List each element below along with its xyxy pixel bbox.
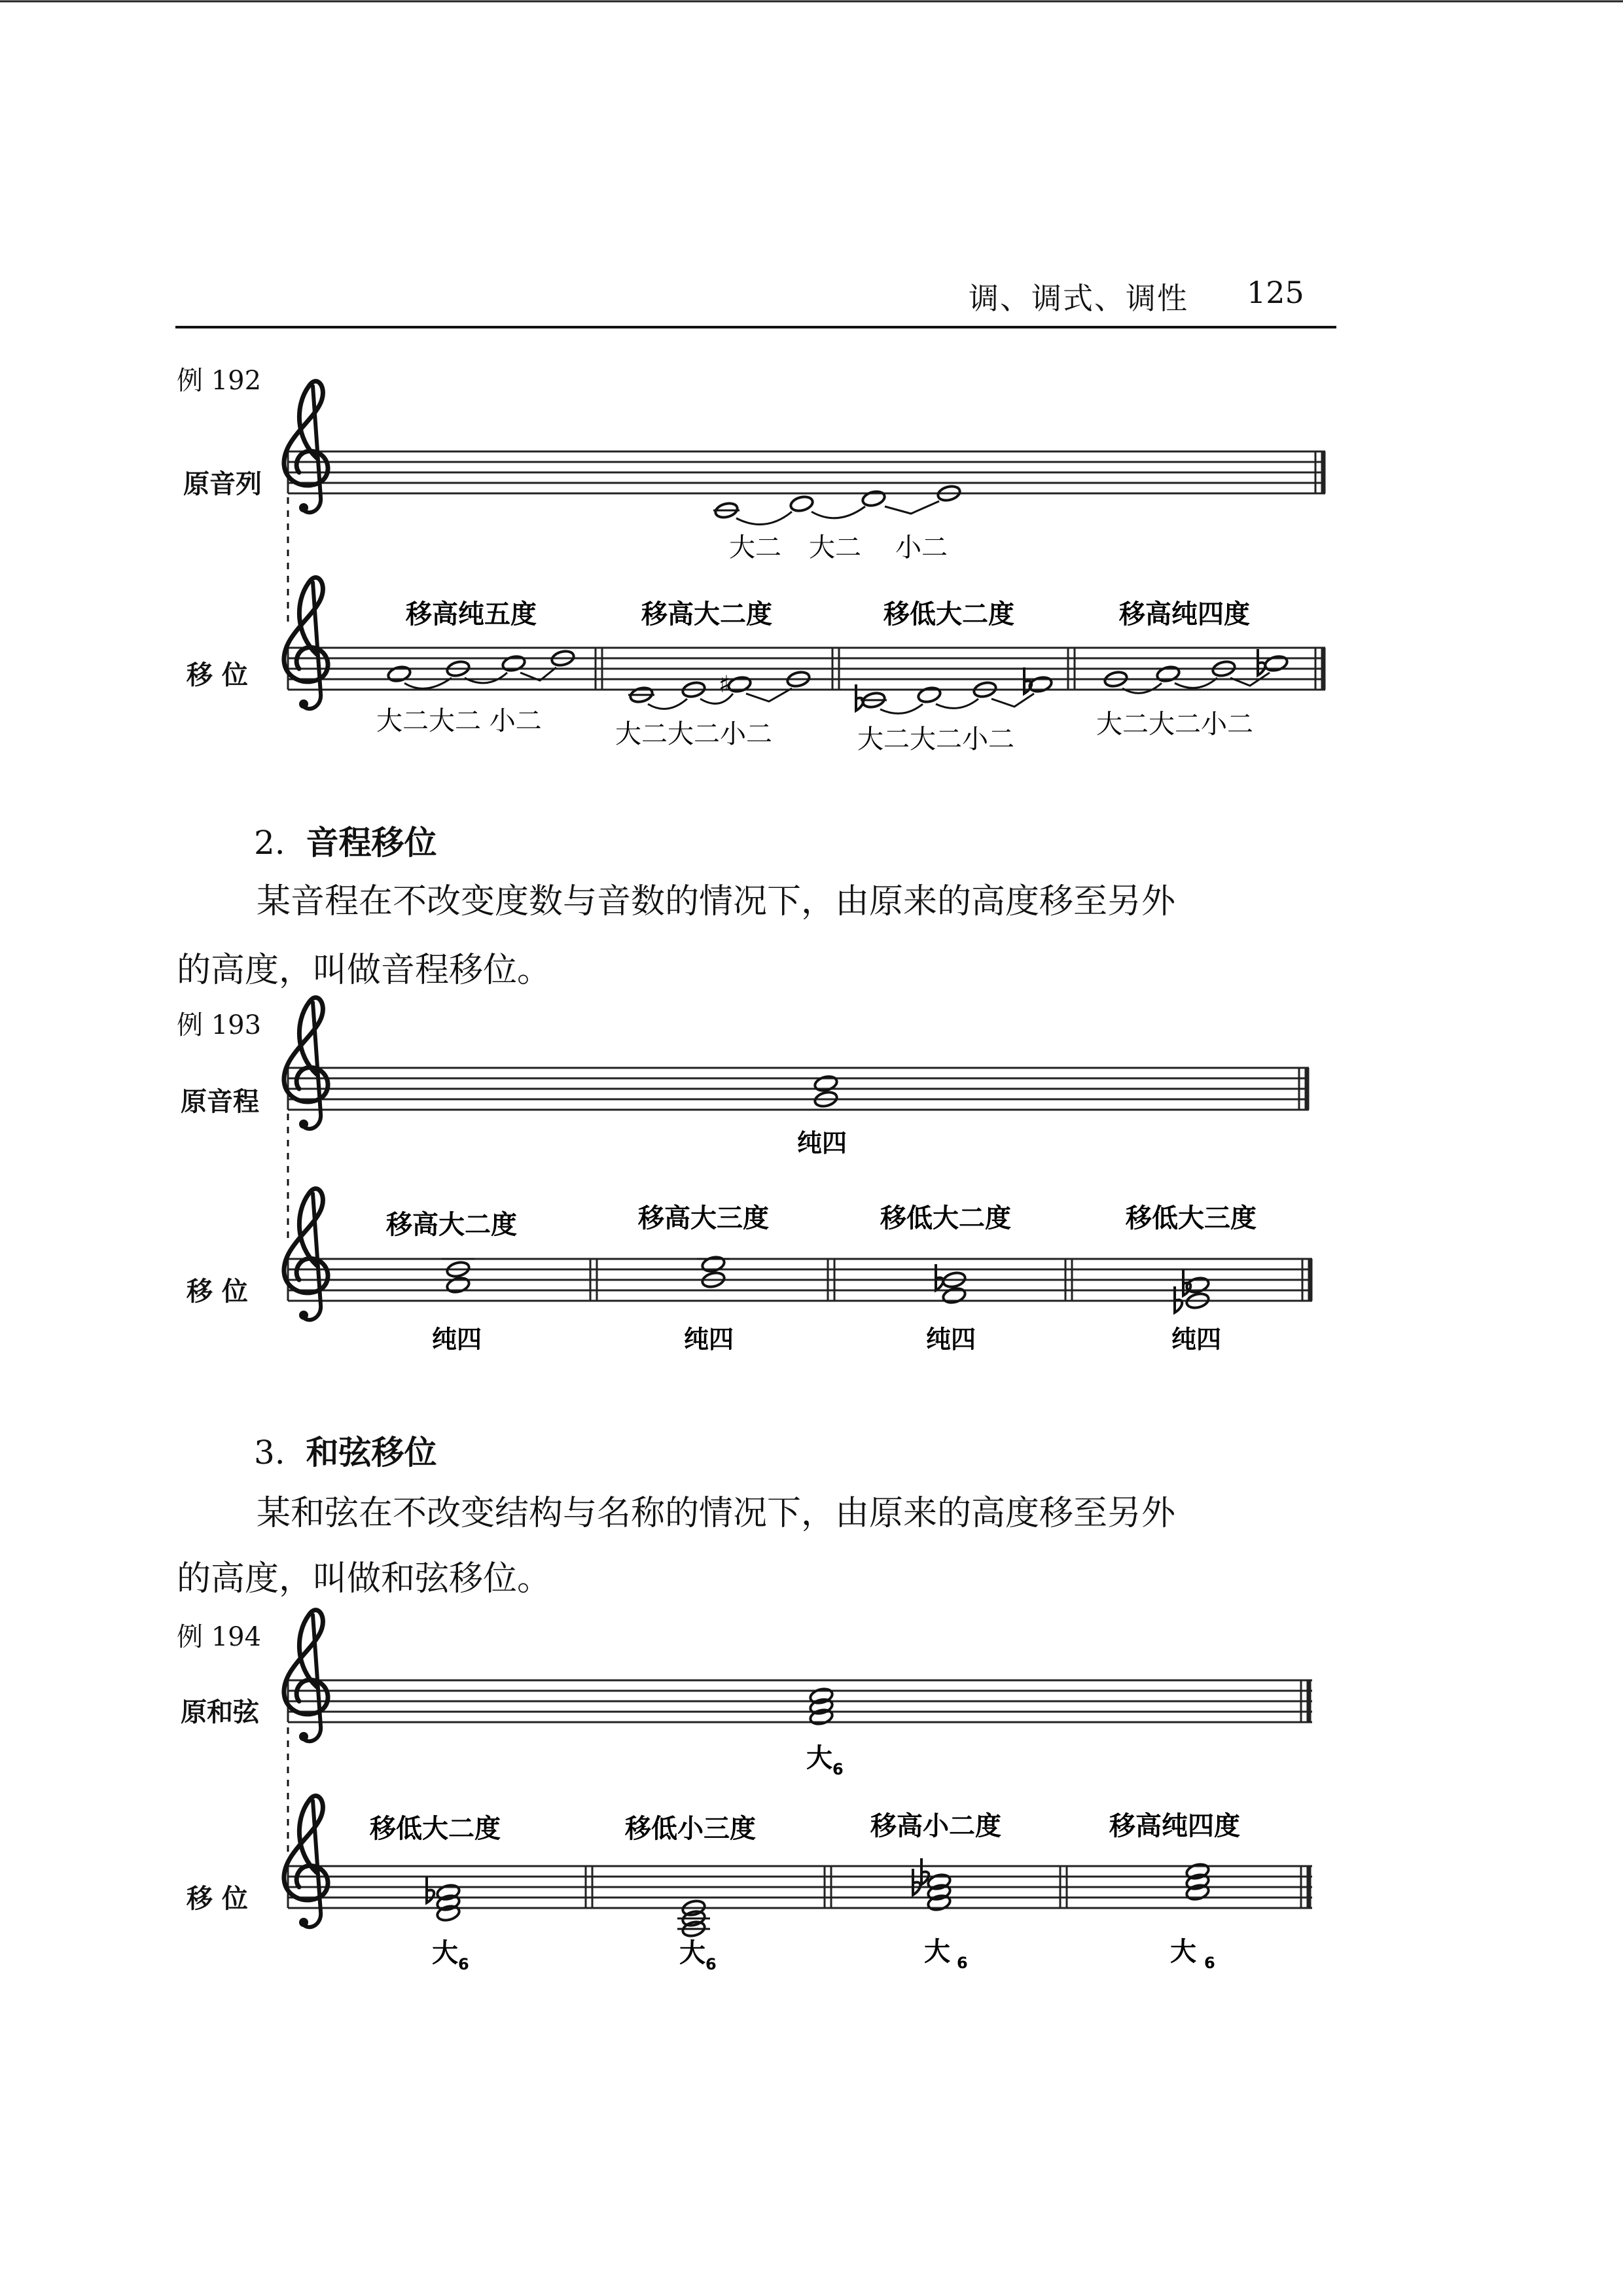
example-192-transposed-label: 移 位 (187, 660, 248, 690)
svg-text:♯: ♯ (719, 671, 730, 698)
ex193-original-interval: 纯四 (797, 1129, 847, 1157)
original-scale-notes (713, 484, 961, 520)
ex192-measure-1-intervals: 大二大二 小二 (376, 706, 542, 736)
ex192-measure-3-title: 移低大二度 (883, 599, 1014, 629)
ex194-original-chord-sub: 6 (832, 1760, 844, 1778)
ex194-measure-3-chord: 大 (924, 1937, 950, 1967)
section-3-paragraph-line-2: 的高度，叫做和弦移位。 (177, 1559, 552, 1598)
example-192-label: 例 192 (177, 366, 262, 396)
example-194-original-staff (284, 1610, 1312, 1742)
example-192-original-staff (284, 381, 1325, 525)
running-title: 调、调式、调性 (969, 281, 1188, 316)
example-193-original-label: 原音程 (181, 1087, 259, 1117)
example-192-transposed-staff (284, 578, 1325, 714)
ex194-original-chord: 大 (806, 1743, 832, 1773)
example-194-transposed-label: 移 位 (187, 1884, 248, 1914)
ex194-measure-1-chord-sub: 6 (458, 1955, 469, 1973)
section-3-number: 3. (254, 1434, 285, 1472)
ex194-measure-2-chord-sub: 6 (705, 1955, 717, 1973)
original-interval-1: 大二 (729, 533, 781, 563)
ex194-measure-1-chord: 大 (432, 1938, 458, 1968)
ex192-measure-2-title: 移高大二度 (641, 599, 772, 629)
ex193-measure-1-title: 移高大二度 (386, 1210, 517, 1240)
ex192-measure-1-title: 移高纯五度 (406, 599, 537, 629)
ex193-measure-2-interval: 纯四 (684, 1325, 734, 1354)
section-2-paragraph-line-1: 某音程在不改变度数与音数的情况下，由原来的高度移至另外 (257, 882, 1176, 921)
ex193-measure-3-title: 移低大二度 (880, 1203, 1011, 1233)
example-194-label: 例 194 (177, 1622, 262, 1652)
ex192-measure-3-intervals: 大二大二小二 (857, 724, 1014, 754)
original-interval-3: 小二 (895, 533, 948, 563)
section-2-number: 2. (254, 824, 285, 862)
ex194-measure-1-title: 移低大二度 (370, 1814, 501, 1844)
ex193-measure-4-interval: 纯四 (1171, 1325, 1222, 1354)
example-193-original-staff (284, 998, 1309, 1129)
ex194-measure-4-chord: 大 (1170, 1937, 1196, 1967)
ex194-measure-3-chord-sub: 6 (957, 1954, 968, 1972)
ex194-measure-3-title: 移高小二度 (870, 1811, 1001, 1841)
ex194-measure-2-chord: 大 (679, 1938, 705, 1968)
example-193-transposed-label: 移 位 (187, 1277, 248, 1307)
ex193-measure-1-interval: 纯四 (432, 1325, 482, 1354)
ex192-measure-4-title: 移高纯四度 (1119, 599, 1250, 629)
example-193-label: 例 193 (177, 1010, 262, 1040)
section-2-paragraph-line-2: 的高度，叫做音程移位。 (177, 951, 552, 990)
example-194-original-label: 原和弦 (181, 1697, 259, 1727)
ex194-measure-4-title: 移高纯四度 (1109, 1811, 1240, 1841)
ex193-measure-4-title: 移低大三度 (1126, 1203, 1257, 1233)
page-number: 125 (1247, 275, 1304, 310)
ex192-measure-2-intervals: 大二大二小二 (615, 719, 772, 749)
original-interval-2: 大二 (809, 533, 861, 563)
ex193-measure-3-interval: 纯四 (926, 1325, 976, 1354)
ex194-measure-2-title: 移低小三度 (625, 1814, 756, 1844)
example-192-original-label: 原音列 (183, 469, 262, 499)
ex193-measure-2-title: 移高大三度 (638, 1203, 769, 1233)
ex194-measure-4-chord-sub: 6 (1204, 1954, 1215, 1972)
original-interval-slurs (736, 501, 939, 524)
ex192-measure-4-intervals: 大二大二小二 (1096, 709, 1253, 739)
section-3-title: 和弦移位 (306, 1434, 437, 1472)
section-2-title: 音程移位 (306, 824, 437, 862)
section-3-paragraph-line-1: 某和弦在不改变结构与名称的情况下，由原来的高度移至另外 (257, 1494, 1176, 1533)
